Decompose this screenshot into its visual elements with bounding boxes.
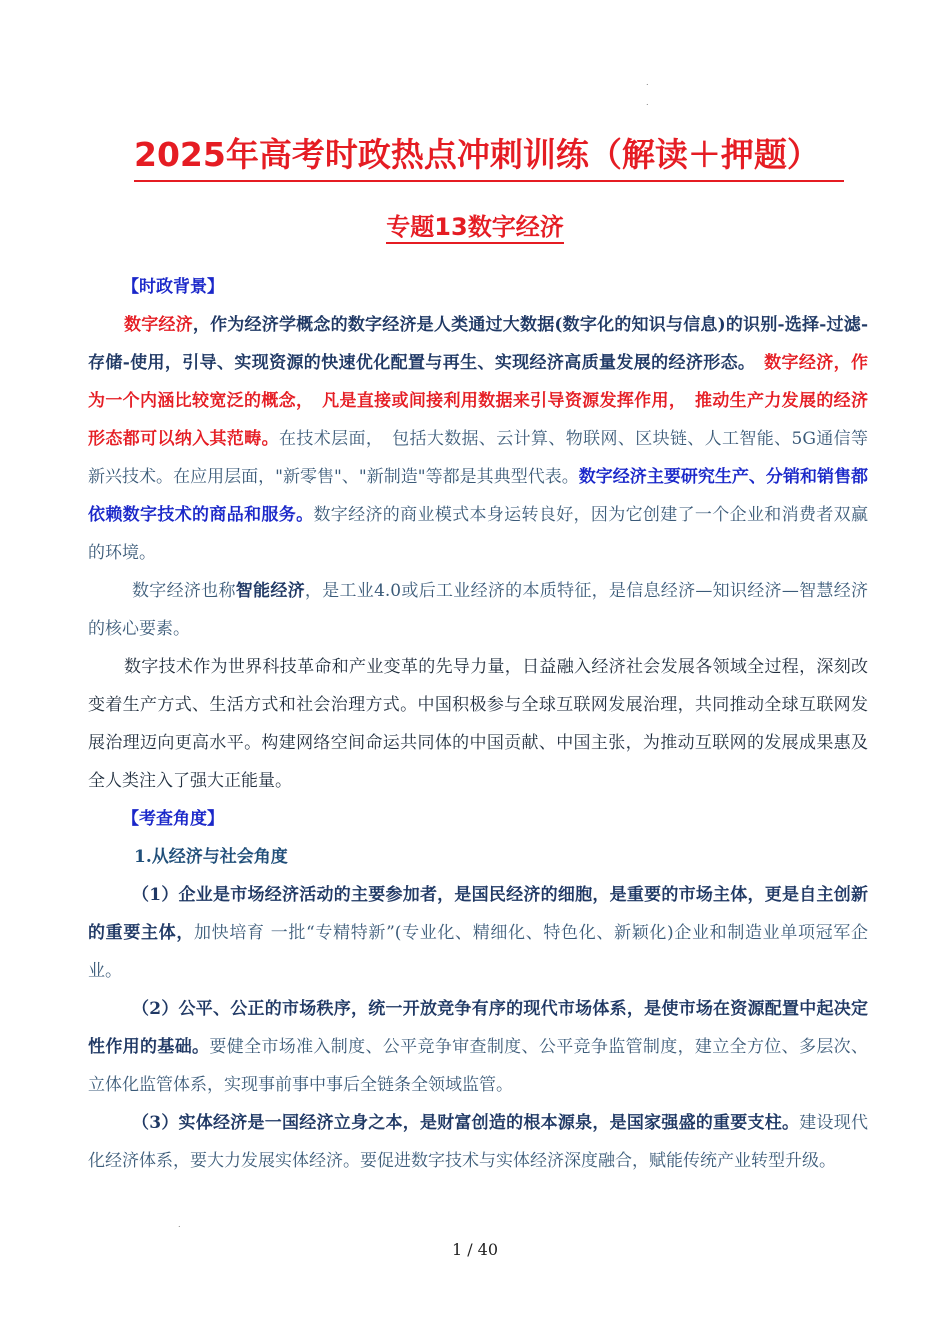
angle-item-3-text: 建设现代化经济体系，要大力发展实体经济。要促进数字技术与实体经济深度融合，赋能传统产业转型升级。 (88, 1113, 869, 1171)
angle-item-2-text: 要健全市场准入制度、公平竞争审查制度、公平竞争监管制度，建立全方位、多层次、立体化监管体系，实现事前事中事后全链条全领域监管。 (88, 1037, 869, 1095)
angle-subheading: 1.从经济与社会角度 (134, 847, 288, 867)
angle-item-3-bold: （3）实体经济是一国经济立身之本，是财富创造的根本源泉，是国家强盛的重要支柱。 (132, 1113, 800, 1133)
angle-item-1-bold: （1）企业是市场经济活动的主要参加者，是国民经济的细胞，是重要的市场主体，更是自主创新的重要主体， (88, 885, 868, 943)
background-paragraph-2 (88, 572, 868, 648)
paragraph-2-text-b: ，是工业4.0或后工业经济的本质特征，是信息经济—知识经济—智慧经济的核心要素。 (88, 581, 868, 639)
background-paragraph-1 (88, 306, 868, 572)
angle-item-2-bold: （2）公平、公正的市场秩序，统一开放竞争有序的现代市场体系，是使市场在资源配置中起决定性作用的基础。 (88, 999, 868, 1057)
document-title: 2025年高考时政热点冲刺训练（解读＋押题） (134, 134, 844, 182)
stray-dot: . (178, 1220, 181, 1229)
angle-item-1-text: 加快培育 一批“专精特新”(专业化、精细化、特色化、新颖化)企业和制造业单项冠军企业。 (88, 923, 868, 981)
section-heading-angles: 【考查角度】 (122, 809, 224, 829)
angle-item-3 (88, 1104, 868, 1180)
background-paragraph-3: 数字技术作为世界科技革命和产业变革的先导力量，日益融入经济社会发展各领域全过程，深刻改变着生产方式、生活方式和社会治理方式。中国积极参与全球互联网发展治理，共同推动全球互联网发展治理迈向更高水平。构建网络空间命运共同体的中国贡献、中国主张，为推动互联网的发展成果惠及全人类注入了强大正能量。 (88, 657, 868, 791)
term-smart-economy: 智能经济 (235, 581, 305, 601)
stray-dot: . (646, 78, 649, 87)
document-body (88, 268, 868, 1180)
definition-text: ，作为经济学概念的数字经济是人类通过大数据(数字化的知识与信息)的识别-选择-过滤-存储-使用，引导、实现资源的快速优化配置与再生、实现经济高质量发展的经济形态。 (88, 315, 868, 373)
angle-item-1 (88, 876, 868, 990)
page-number: 1 / 40 (451, 1240, 499, 1259)
section-heading-background: 【时政背景】 (122, 277, 224, 297)
term-digital-economy: 数字经济 (124, 315, 193, 335)
subtitle-text: 专题13数字经济 (386, 213, 563, 244)
technology-text: 在技术层面， 包括大数据、云计算、物联网、区块链、人工智能、5G通信等新兴技术。在应用层面，"新零售"、"新制造"等都是其典型代表。 (88, 429, 868, 487)
paragraph-2-text-a: 数字经济也称 (132, 581, 236, 601)
document-subtitle (0, 210, 950, 244)
stray-dot: . (646, 98, 649, 107)
business-model-text: 数字经济的商业模式本身运转良好，因为它创建了一个企业和消费者双赢的环境。 (88, 505, 869, 563)
concept-scope-text: 数字经济，作为一个内涵比较宽泛的概念， 凡是直接或间接利用数据来引导资源发挥作用， 推动生产力发展的经济形态都可以纳入其范畴。 (88, 353, 869, 449)
research-focus-text: 数字经济主要研究生产、分销和销售都依赖数字技术的商品和服务。 (88, 467, 869, 525)
angle-item-2 (88, 990, 868, 1104)
